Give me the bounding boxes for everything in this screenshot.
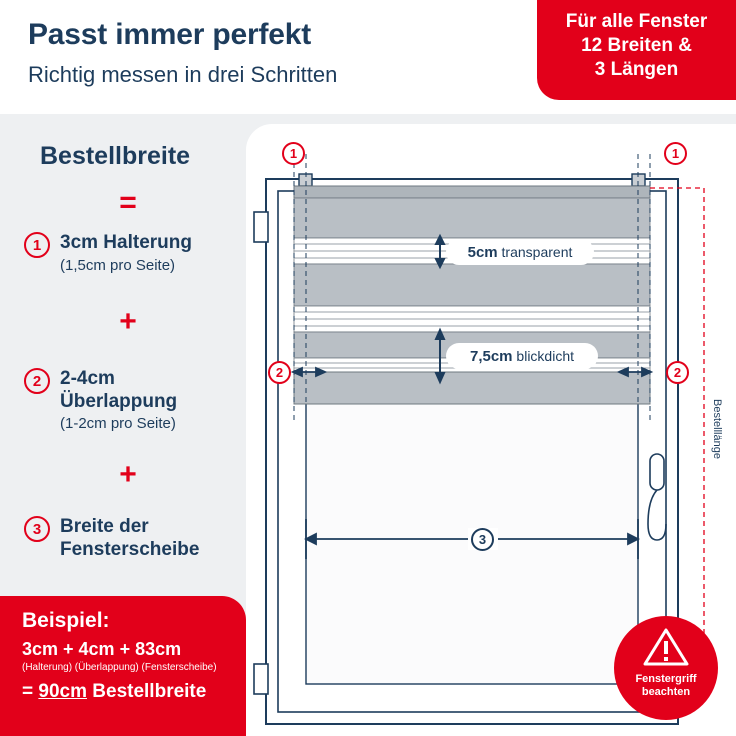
example-box [0,596,246,736]
measure-transparent-value: 5cm [467,244,498,261]
step-3-label: Breite der [60,516,149,537]
measure-transparent [446,239,594,265]
step-1-label: 3cm Halterung [60,232,192,253]
badge-line-1: Für alle Fenster [565,11,708,32]
measure-opaque-value: 7,5cm [469,348,513,365]
warning-line-2: beachten [641,686,691,698]
warning-line-1: Fenstergriff [635,673,697,685]
step-marker-1: 1 [24,232,50,258]
warning-triangle-icon [643,628,689,666]
warning-badge [614,616,718,720]
example-result-value: 90cm [38,681,87,702]
corner-badge [537,0,736,100]
diagram-marker-2-right: 2 [666,361,689,384]
diagram-marker-3: 3 [471,528,494,551]
example-calculation: 3cm + 4cm + 83cm [22,639,182,659]
step-2-label: 2-4cm [60,368,115,389]
diagram-marker-1-left: 1 [282,142,305,165]
example-result-suffix: Bestellbreite [92,681,207,702]
left-column-title: Bestellbreite [40,142,191,170]
example-result [22,680,246,704]
diagram-marker-2-left: 2 [268,361,291,384]
step-3-label-line2: Fensterscheibe [60,539,200,560]
example-legend: (Halterung) (Überlappung) (Fensterscheibe) [22,662,217,673]
header [0,0,736,114]
badge-line-3: 3 Längen [594,59,679,80]
page-title: Passt immer perfekt [28,18,312,51]
step-marker-2: 2 [24,368,50,394]
step-1-sublabel: (1,5cm pro Seite) [60,257,176,274]
step-marker-3: 3 [24,516,50,542]
measure-opaque-label: blickdicht [516,348,575,364]
window-diagram [246,124,736,736]
measure-transparent-label: transparent [501,244,573,260]
step-2-sublabel: (1-2cm pro Seite) [60,415,176,432]
bestelllaenge-label: Bestelllänge [711,399,723,459]
plus-sign-2: + [119,458,137,491]
plus-sign-1: + [119,305,137,338]
example-title: Beispiel: [22,609,110,632]
example-result-prefix: = [22,681,34,702]
equals-sign: = [119,186,137,219]
page-subtitle: Richtig messen in drei Schritten [28,62,338,87]
diagram-marker-1-right: 1 [664,142,687,165]
step-2-label-line2: Überlappung [60,391,178,412]
badge-line-2: 12 Breiten & [581,35,692,56]
measure-opaque [446,343,598,369]
